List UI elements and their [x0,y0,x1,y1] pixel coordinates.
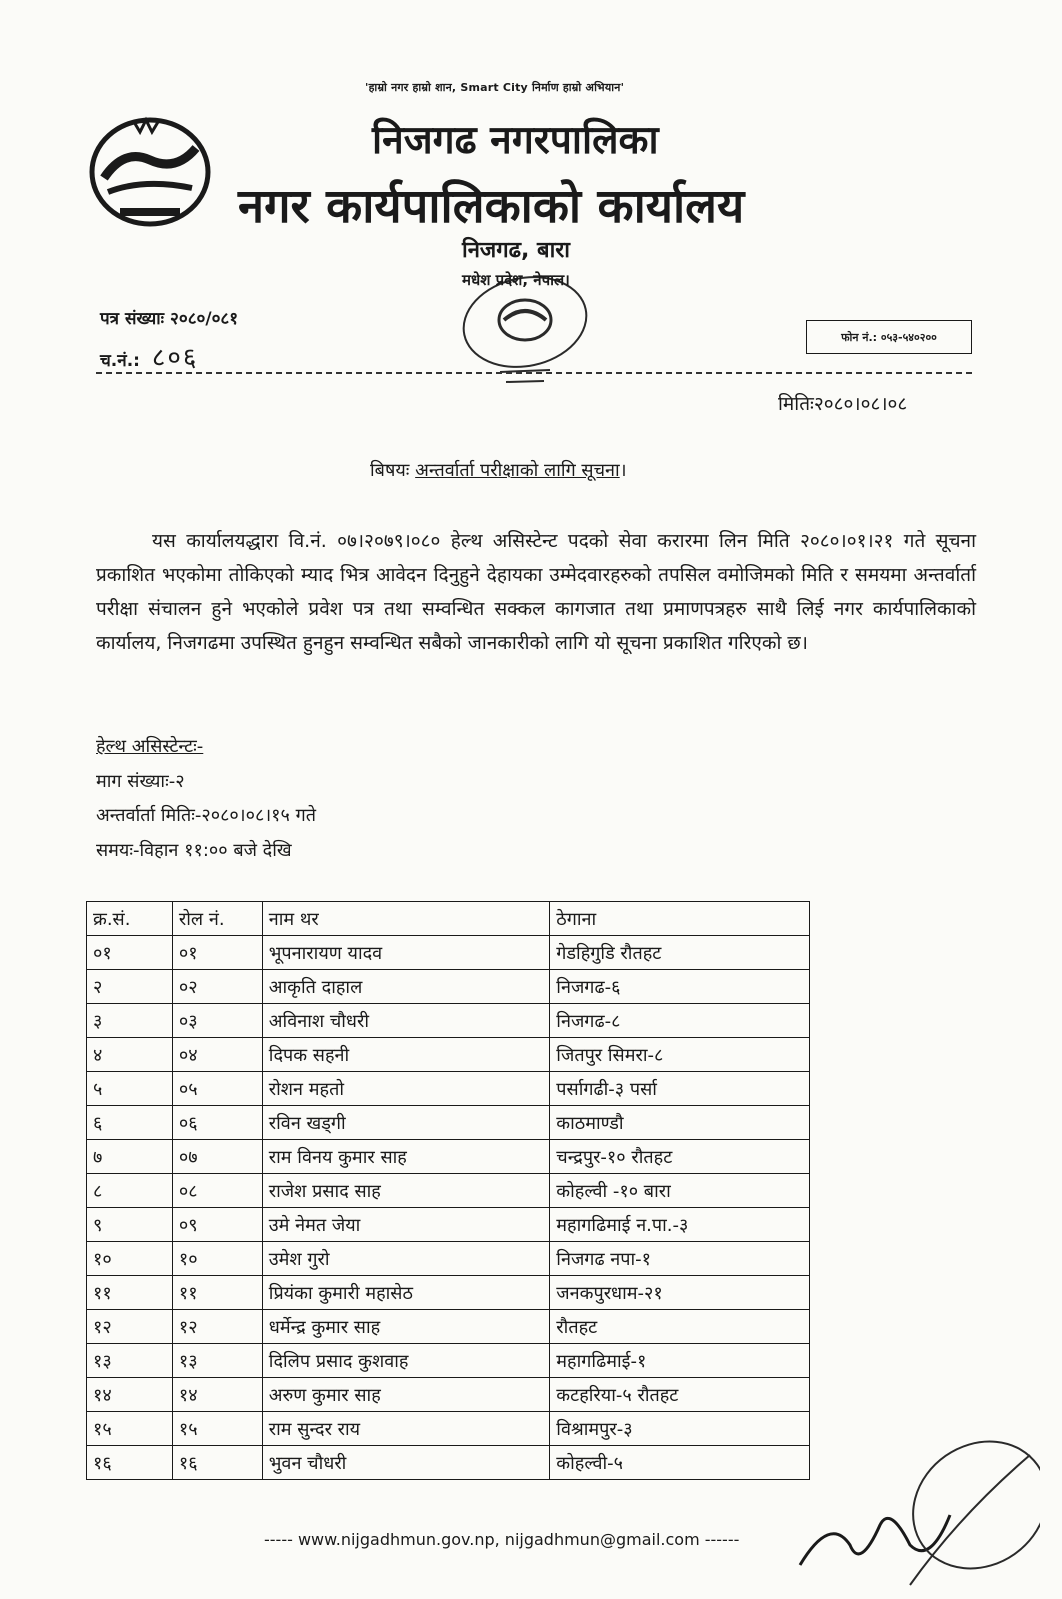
name-cell: राम विनय कुमार साह [262,1140,550,1174]
table-row [87,1106,810,1140]
dispatch-number-value: ८०६ [151,343,199,373]
table-row [87,1004,810,1038]
phone-box: फोन नं.: ०५३-५४०२०० [806,320,972,354]
name-cell: प्रियंका कुमारी महासेठ [262,1276,550,1310]
table-row [87,970,810,1004]
name-cell: दिपक सहनी [262,1038,550,1072]
dispatch-number-label: च.नं.: [100,351,140,371]
table-row [87,1140,810,1174]
serial-cell: ९ [87,1208,173,1242]
address-cell: जितपुर सिमरा-८ [550,1038,810,1072]
table-row [87,1208,810,1242]
address-cell: कटहरिया-५ रौतहट [550,1378,810,1412]
name-cell: धर्मेन्द्र कुमार साह [262,1310,550,1344]
serial-cell: १५ [87,1412,173,1446]
name-cell: अरुण कुमार साह [262,1378,550,1412]
roll-cell: १५ [172,1412,262,1446]
roll-cell: १६ [172,1446,262,1480]
table-row [87,1344,810,1378]
serial-cell: ६ [87,1106,173,1140]
roll-cell: १२ [172,1310,262,1344]
serial-cell: ०१ [87,936,173,970]
subject-line [370,458,627,482]
roll-cell: ०९ [172,1208,262,1242]
roll-cell: ०५ [172,1072,262,1106]
serial-cell: १३ [87,1344,173,1378]
roll-cell: १३ [172,1344,262,1378]
roll-cell: ०७ [172,1140,262,1174]
table-row [87,1446,810,1480]
subject-label: बिषयः [370,460,410,481]
address-cell: महागढिमाई न.पा.-३ [550,1208,810,1242]
interview-date: अन्तर्वार्ता मितिः-२०८०।०८।१५ गते [96,805,316,826]
address-cell: चन्द्रपुर-१० रौतहट [550,1140,810,1174]
header-serial: क्र.सं. [87,902,173,936]
address-cell: रौतहट [550,1310,810,1344]
roll-cell: ०४ [172,1038,262,1072]
table-row [87,1072,810,1106]
roll-cell: ०२ [172,970,262,1004]
table-header-row [87,902,810,936]
address-cell: कोहल्वी-५ [550,1446,810,1480]
address-cell: पर्सागढी-३ पर्सा [550,1072,810,1106]
name-cell: उमे नेमत जेया [262,1208,550,1242]
header-name: नाम थर [262,902,550,936]
officer-signature-stamp [790,1395,1040,1595]
subject-end: । [619,460,627,481]
notice-body: यस कार्यालयद्धारा वि.नं. ०७।२०७९।०८० हेल्थ असिस्टेन्ट पदको सेवा करारमा लिन मिति २०८०।०१।२१ गते सूचना प्रकाशित भएकोमा तोकिएको म्याद भित्र आवेदन दिनुहुने देहायका उम्मेदवारहरुको तपसिल वमोजिमको मिति र समयमा अन्तर्वार्ता परीक्षा संचालन हुने भएकोले प्रवेश पत्र तथा सम्वन्धित सक्कल कागजात तथा प्रमाणपत्रहरु साथै लिई नगर कार्यपालिकाको कार्यालय, निजगढमा उपस्थित हुनहुन सम्वन्धित सबैको जानकारीको लागि यो सूचना प्रकाशित गरिएको छ। [96,530,976,654]
footer-contact: ----- www.nijgadhmun.gov.np, nijgadhmun@gmail.com ------ [264,1530,740,1549]
table-row [87,1310,810,1344]
roll-cell: ०३ [172,1004,262,1038]
table-row [87,936,810,970]
table-row [87,1242,810,1276]
name-cell: उमेश गुरो [262,1242,550,1276]
serial-cell: १२ [87,1310,173,1344]
name-cell: रोशन महतो [262,1072,550,1106]
header-divider [96,372,972,374]
roll-cell: १४ [172,1378,262,1412]
office-name: नगर कार्यपालिकाको कार्यालय [238,179,745,234]
roll-cell: ०८ [172,1174,262,1208]
government-emblem-icon [84,108,216,228]
serial-cell: १६ [87,1446,173,1480]
address-cell: विश्रामपुर-३ [550,1412,810,1446]
table-row [87,1378,810,1412]
address-cell: निजगढ-८ [550,1004,810,1038]
roll-cell: ०१ [172,936,262,970]
address-cell: निजगढ-६ [550,970,810,1004]
roll-cell: ०६ [172,1106,262,1140]
name-cell: रविन खड्गी [262,1106,550,1140]
serial-cell: ४ [87,1038,173,1072]
location-line: निजगढ, बारा [462,238,570,263]
slogan: 'हाम्रो नगर हाम्रो शान, Smart City निर्माण हाम्रो अभियान' [365,81,625,94]
province-line: मधेश प्रदेश, नेपाल। [462,271,570,289]
letter-number-value: २०८०/०८१ [170,309,239,329]
address-cell: महागढिमाई-१ [550,1344,810,1378]
serial-cell: १० [87,1242,173,1276]
address-cell: काठमाण्डौ [550,1106,810,1140]
header-address: ठेगाना [550,902,810,936]
letter-number [100,306,238,329]
address-cell: निजगढ नपा-१ [550,1242,810,1276]
roll-cell: ११ [172,1276,262,1310]
demand-count: माग संख्याः-२ [96,771,185,792]
serial-cell: ३ [87,1004,173,1038]
serial-cell: १४ [87,1378,173,1412]
address-cell: कोहल्वी -१० बारा [550,1174,810,1208]
municipality-name: निजगढ नगरपालिका [372,118,659,163]
candidate-table [86,901,810,1480]
name-cell: भूपनारायण यादव [262,936,550,970]
interview-time: समयः-विहान ११:०० बजे देखि [96,840,292,861]
section-heading: हेल्थ असिस्टेन्टः- [96,736,204,757]
serial-cell: २ [87,970,173,1004]
name-cell: राजेश प्रसाद साह [262,1174,550,1208]
name-cell: आकृति दाहाल [262,970,550,1004]
address-cell: गेडहिगुडि रौतहट [550,936,810,970]
header-roll: रोल नं. [172,902,262,936]
table-row [87,1174,810,1208]
subject-text: अन्तर्वार्ता परीक्षाको लागि सूचना [415,460,620,481]
table-row [87,1038,810,1072]
name-cell: दिलिप प्रसाद कुशवाह [262,1344,550,1378]
serial-cell: ११ [87,1276,173,1310]
name-cell: अविनाश चौधरी [262,1004,550,1038]
address-cell: जनकपुरधाम-२१ [550,1276,810,1310]
letter-date: मितिः२०८०।०८।०८ [778,393,908,415]
serial-cell: ५ [87,1072,173,1106]
table-row [87,1276,810,1310]
letter-number-label: पत्र संख्याः [100,309,165,329]
table-row [87,1412,810,1446]
dispatch-number [100,338,198,374]
serial-cell: ७ [87,1140,173,1174]
roll-cell: १० [172,1242,262,1276]
serial-cell: ८ [87,1174,173,1208]
name-cell: राम सुन्दर राय [262,1412,550,1446]
name-cell: भुवन चौधरी [262,1446,550,1480]
